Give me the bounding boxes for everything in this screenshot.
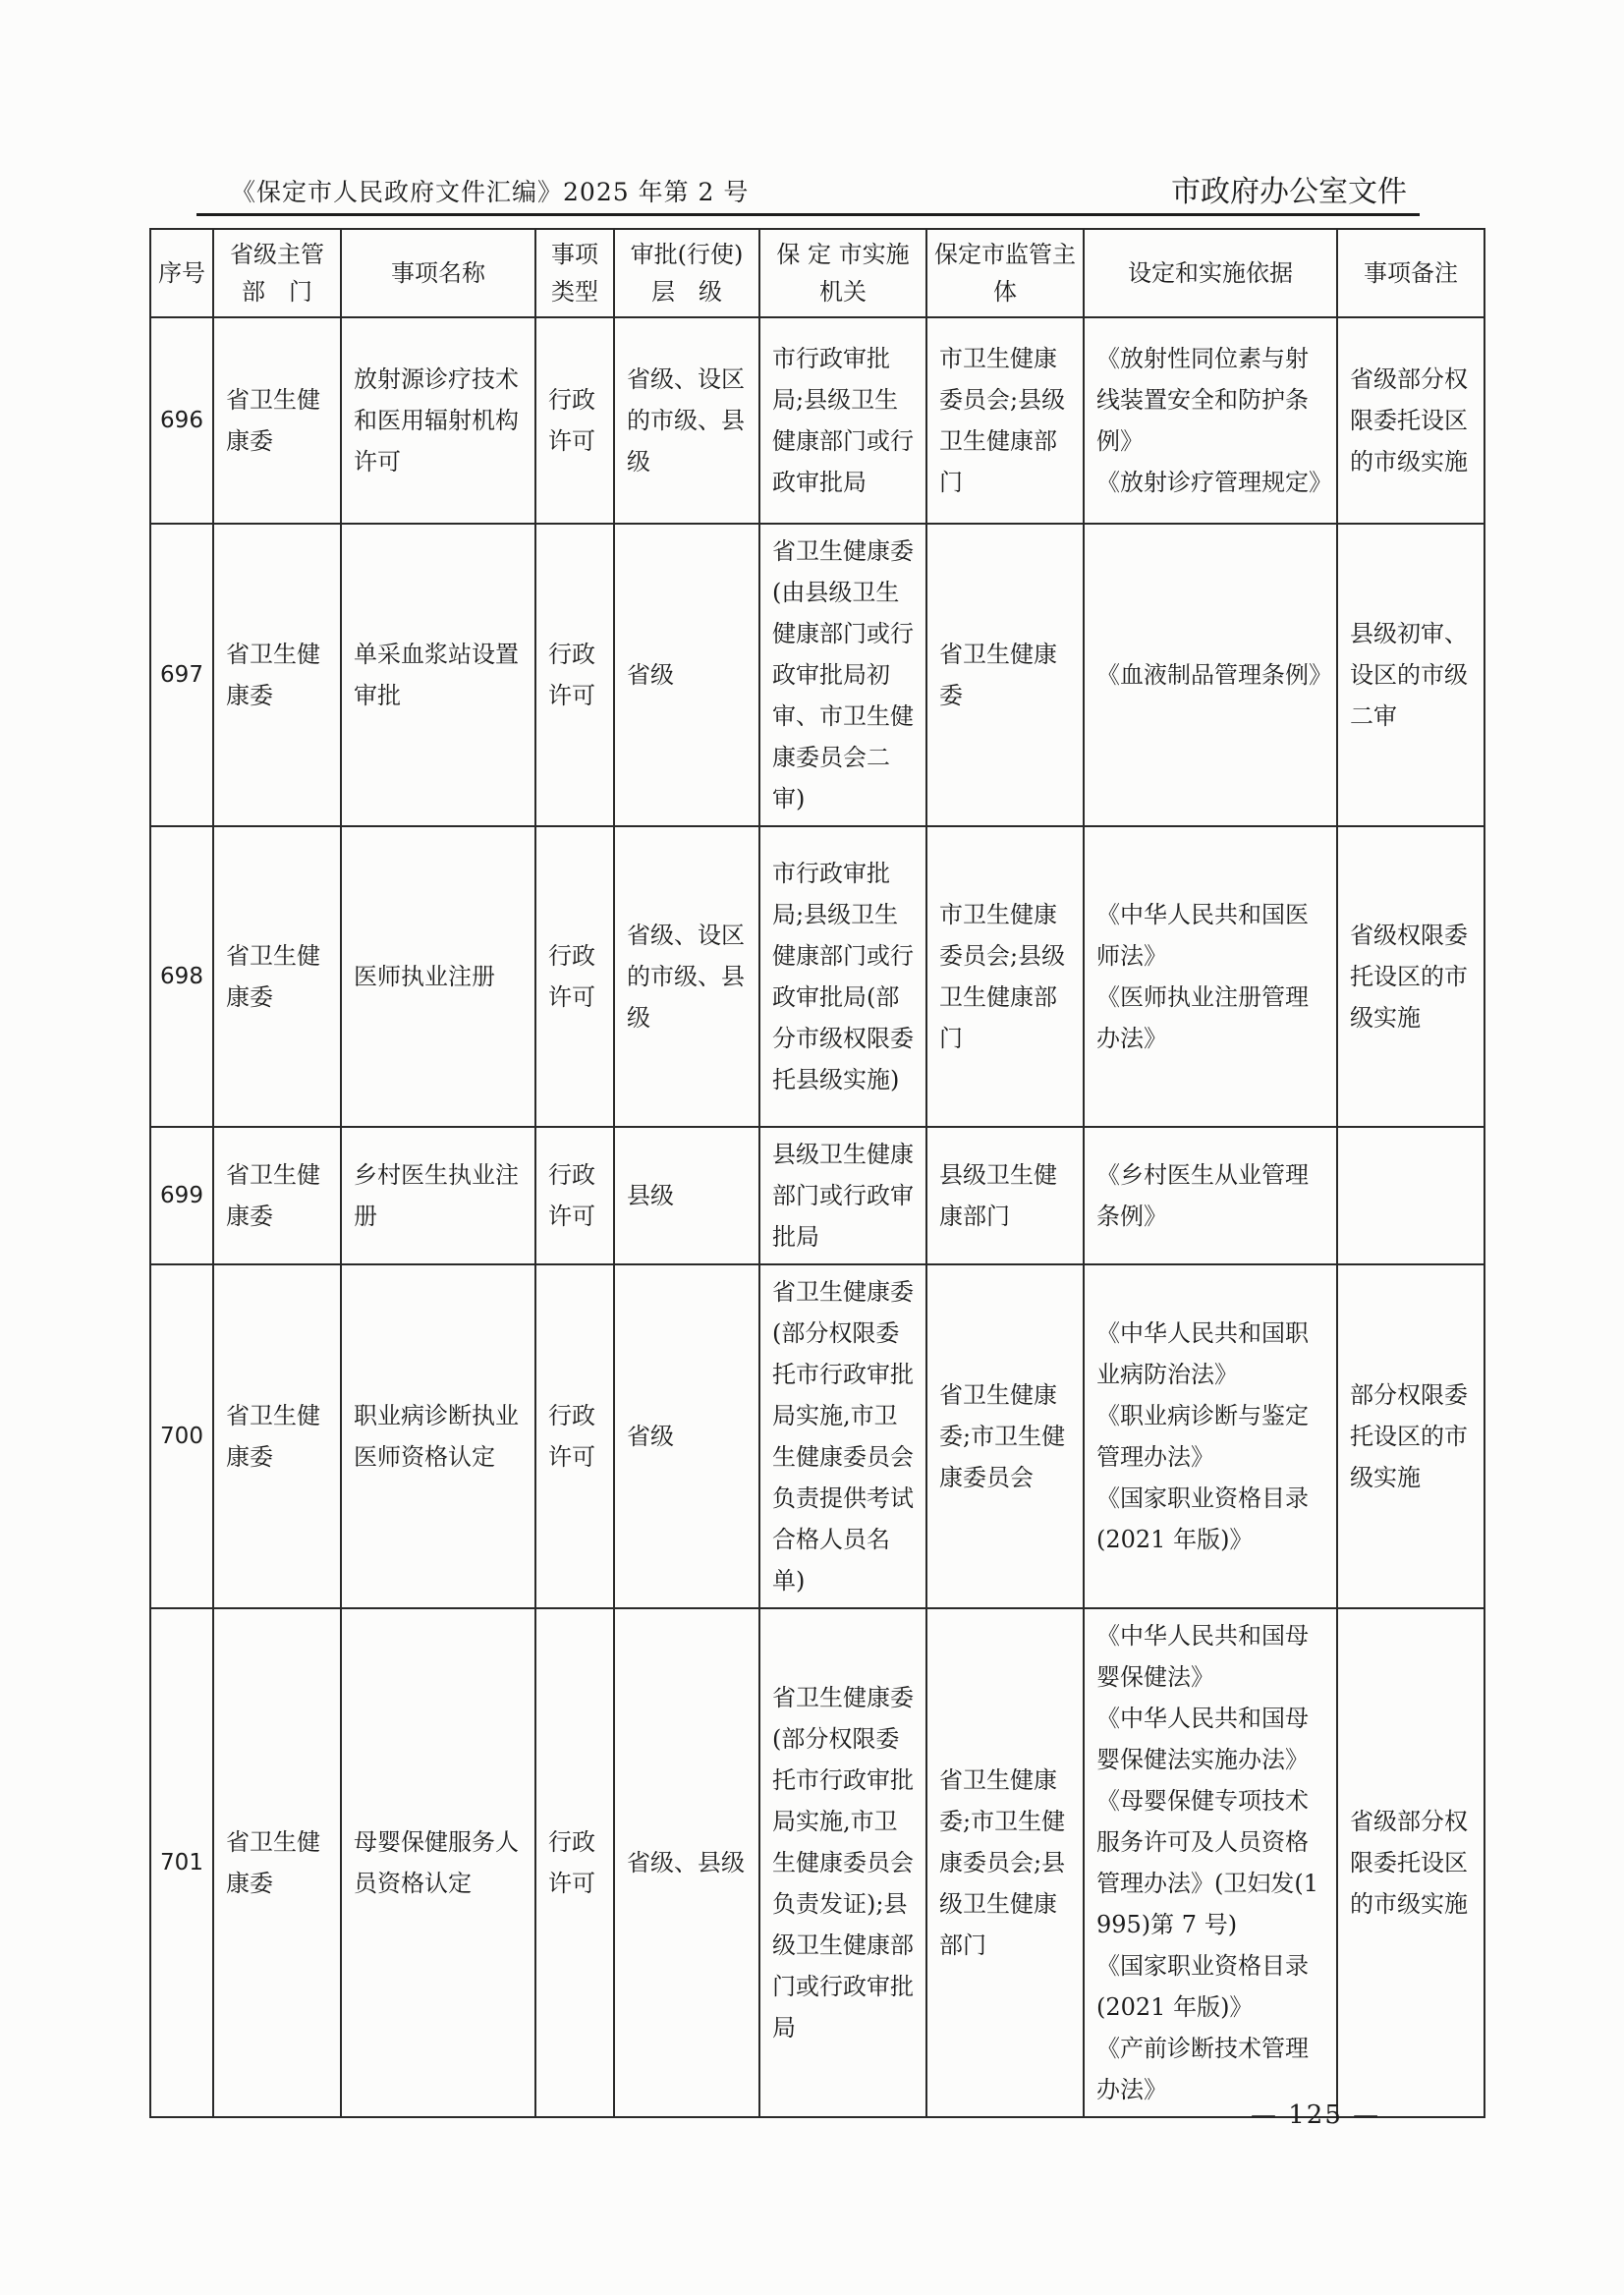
cell-name: 母婴保健服务人员资格认定 xyxy=(341,1608,535,2117)
table-row xyxy=(150,1608,1484,2117)
cell-supervisor: 省卫生健康委 xyxy=(926,524,1084,826)
col-header-basis: 设定和实施依据 xyxy=(1084,229,1337,317)
cell-basis: 《乡村医生从业管理条例》 xyxy=(1084,1127,1337,1264)
cell-dept: 省卫生健康委 xyxy=(213,1127,341,1264)
cell-name: 单采血浆站设置审批 xyxy=(341,524,535,826)
table-header-row xyxy=(150,229,1484,317)
cell-name: 医师执业注册 xyxy=(341,826,535,1127)
cell-level: 省级、设区的市级、县级 xyxy=(614,317,759,524)
cell-basis: 《放射性同位素与射线装置安全和防护条例》 《放射诊疗管理规定》 xyxy=(1084,317,1337,524)
cell-type: 行政许可 xyxy=(535,1127,614,1264)
approval-items-table xyxy=(149,228,1485,2118)
cell-name: 放射源诊疗技术和医用辐射机构许可 xyxy=(341,317,535,524)
cell-remark: 部分权限委托设区的市级实施 xyxy=(1337,1264,1484,1608)
col-header-dept: 省级主管部 门 xyxy=(213,229,341,317)
cell-basis: 《中华人民共和国母婴保健法》 《中华人民共和国母婴保健法实施办法》 《母婴保健专项技术服务许可及人员资格管理办法》(卫妇发(1995)第 7 号) 《国家职业资格目录(2021 年版)》 《产前诊断技术管理办法》 xyxy=(1084,1608,1337,2117)
cell-agency: 省卫生健康委(由县级卫生健康部门或行政审批局初审、市卫生健康委员会二审) xyxy=(759,524,926,826)
cell-dept: 省卫生健康委 xyxy=(213,1608,341,2117)
cell-dept: 省卫生健康委 xyxy=(213,1264,341,1608)
cell-name: 职业病诊断执业医师资格认定 xyxy=(341,1264,535,1608)
col-header-type: 事项类型 xyxy=(535,229,614,317)
col-header-supervisor: 保定市监管主体 xyxy=(926,229,1084,317)
cell-seq: 701 xyxy=(150,1608,213,2117)
col-header-remark: 事项备注 xyxy=(1337,229,1484,317)
cell-remark: 省级部分权限委托设区的市级实施 xyxy=(1337,317,1484,524)
cell-seq: 698 xyxy=(150,826,213,1127)
col-header-level: 审批(行使)层 级 xyxy=(614,229,759,317)
cell-supervisor: 省卫生健康委;市卫生健康委员会 xyxy=(926,1264,1084,1608)
cell-agency: 市行政审批局;县级卫生健康部门或行政审批局 xyxy=(759,317,926,524)
table-row xyxy=(150,1127,1484,1264)
cell-level: 省级 xyxy=(614,1264,759,1608)
cell-agency: 省卫生健康委(部分权限委托市行政审批局实施,市卫生健康委员会负责提供考试合格人员名单) xyxy=(759,1264,926,1608)
cell-dept: 省卫生健康委 xyxy=(213,826,341,1127)
cell-supervisor: 市卫生健康委员会;县级卫生健康部门 xyxy=(926,317,1084,524)
cell-level: 省级、县级 xyxy=(614,1608,759,2117)
col-header-seq: 序号 xyxy=(150,229,213,317)
page-number: — 125 — xyxy=(1251,2100,1381,2130)
cell-level: 省级、设区的市级、县级 xyxy=(614,826,759,1127)
cell-type: 行政许可 xyxy=(535,524,614,826)
cell-remark: 省级部分权限委托设区的市级实施 xyxy=(1337,1608,1484,2117)
col-header-name: 事项名称 xyxy=(341,229,535,317)
cell-seq: 700 xyxy=(150,1264,213,1608)
cell-supervisor: 省卫生健康委;市卫生健康委员会;县级卫生健康部门 xyxy=(926,1608,1084,2117)
cell-agency: 省卫生健康委(部分权限委托市行政审批局实施,市卫生健康委员会负责发证);县级卫生健康部门或行政审批局 xyxy=(759,1608,926,2117)
cell-seq: 699 xyxy=(150,1127,213,1264)
cell-basis: 《中华人民共和国医师法》 《医师执业注册管理办法》 xyxy=(1084,826,1337,1127)
cell-type: 行政许可 xyxy=(535,317,614,524)
cell-seq: 697 xyxy=(150,524,213,826)
cell-dept: 省卫生健康委 xyxy=(213,524,341,826)
cell-type: 行政许可 xyxy=(535,1608,614,2117)
cell-name: 乡村医生执业注册 xyxy=(341,1127,535,1264)
header-rule xyxy=(196,213,1420,216)
table-row xyxy=(150,317,1484,524)
cell-remark: 省级权限委托设区的市级实施 xyxy=(1337,826,1484,1127)
table-row xyxy=(150,1264,1484,1608)
cell-remark: 县级初审、设区的市级二审 xyxy=(1337,524,1484,826)
table-row xyxy=(150,524,1484,826)
cell-type: 行政许可 xyxy=(535,826,614,1127)
cell-level: 县级 xyxy=(614,1127,759,1264)
section-title: 市政府办公室文件 xyxy=(1171,175,1407,209)
document-series-title: 《保定市人民政府文件汇编》2025 年第 2 号 xyxy=(231,178,750,206)
cell-supervisor: 市卫生健康委员会;县级卫生健康部门 xyxy=(926,826,1084,1127)
cell-remark xyxy=(1337,1127,1484,1264)
cell-seq: 696 xyxy=(150,317,213,524)
cell-type: 行政许可 xyxy=(535,1264,614,1608)
cell-agency: 市行政审批局;县级卫生健康部门或行政审批局(部分市级权限委托县级实施) xyxy=(759,826,926,1127)
cell-basis: 《血液制品管理条例》 xyxy=(1084,524,1337,826)
cell-basis: 《中华人民共和国职业病防治法》 《职业病诊断与鉴定管理办法》 《国家职业资格目录(2021 年版)》 xyxy=(1084,1264,1337,1608)
cell-supervisor: 县级卫生健康部门 xyxy=(926,1127,1084,1264)
table-row xyxy=(150,826,1484,1127)
cell-agency: 县级卫生健康部门或行政审批局 xyxy=(759,1127,926,1264)
cell-level: 省级 xyxy=(614,524,759,826)
cell-dept: 省卫生健康委 xyxy=(213,317,341,524)
col-header-agency: 保 定 市实施机关 xyxy=(759,229,926,317)
